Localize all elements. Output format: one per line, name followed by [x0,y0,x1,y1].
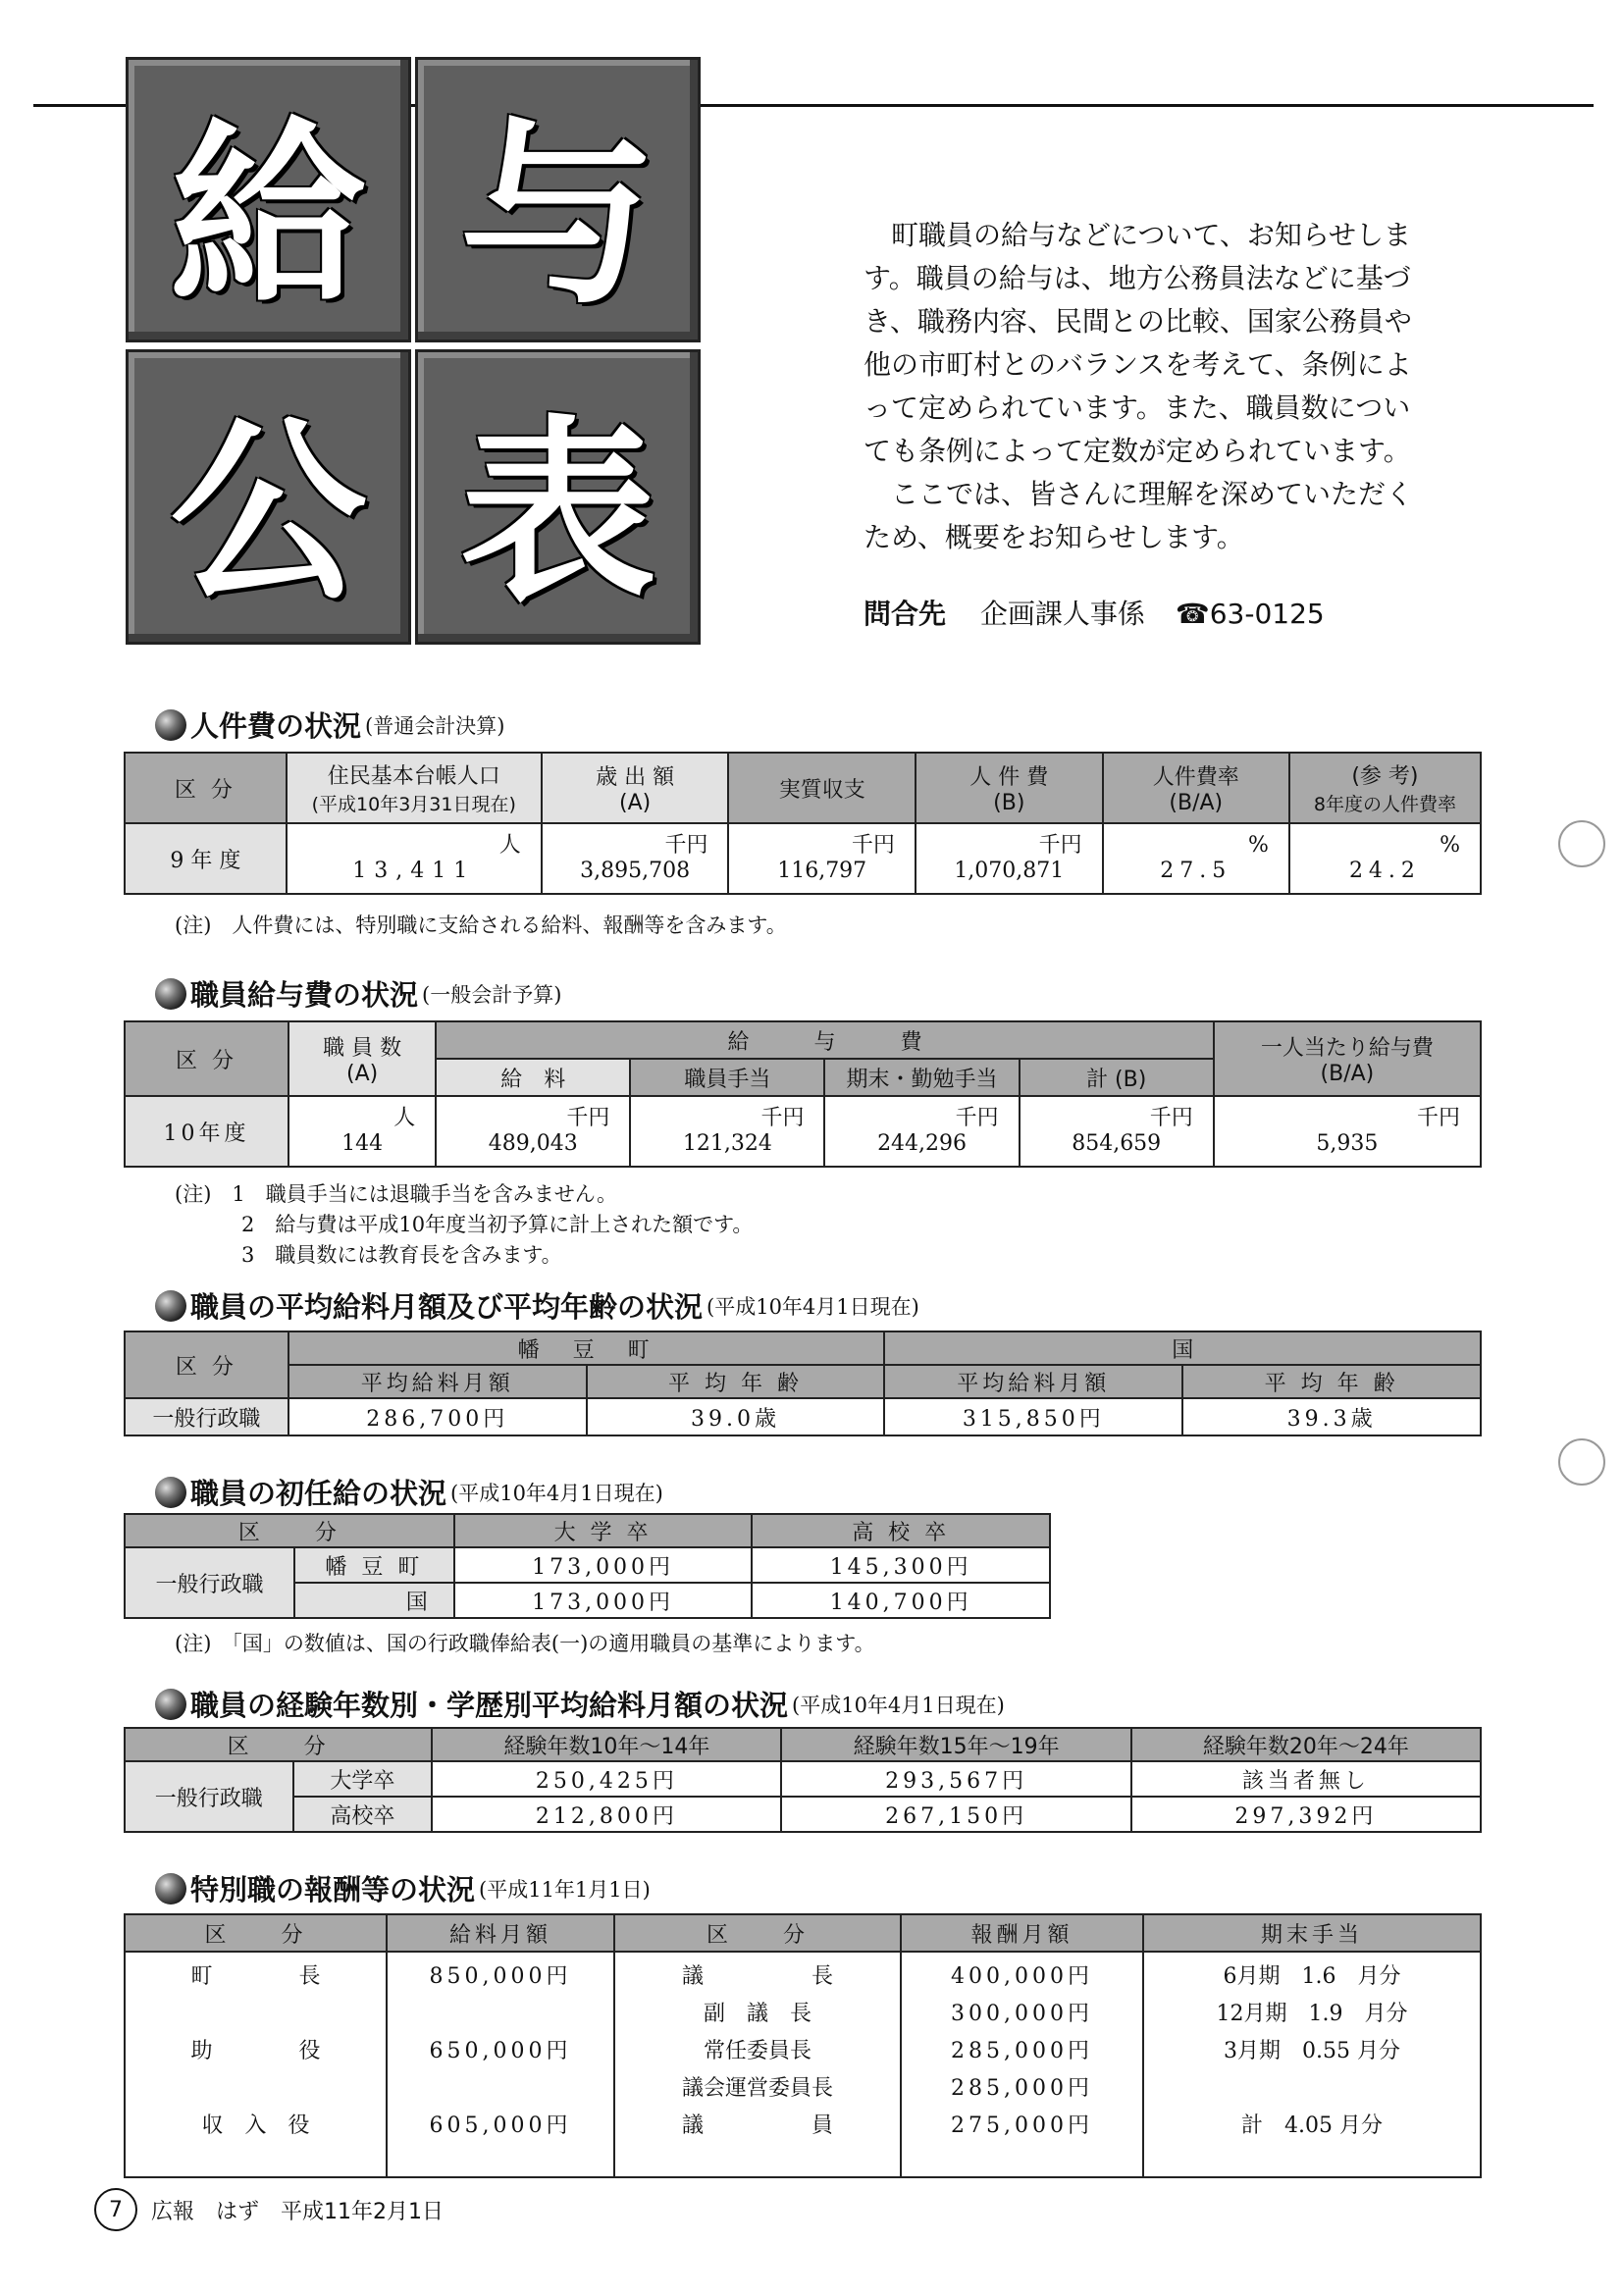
bullet-icon [155,709,186,741]
punch-hole [1558,820,1605,867]
table-row: 一般行政職 大学卒 250,425円 293,567円 該当者無し [125,1761,1481,1797]
section-heading-avg-salary-age: 職員の平均給料月額及び平均年齢の状況 (平成10年4月1日現在) [155,1285,919,1326]
table-row: 9 年 度 人 13,411 千円 3,895,708 千円 116,797 千円 1,070,871 % 27.5 % 24.2 [125,823,1481,894]
header-kubun: 区 分 [125,753,287,823]
note-starting-salary: (注) 「国」の数値は、国の行政職俸給表(一)の適用職員の基準によります。 [175,1632,875,1655]
title-block-hyo: 表 [415,349,701,645]
title-block-ko: 公 [126,349,411,645]
section-heading-experience-salary: 職員の経験年数別・学歴別平均給料月額の状況 (平成10年4月1日現在) [155,1684,1005,1724]
section-heading-special-staff: 特別職の報酬等の状況 (平成11年1月1日) [155,1868,651,1908]
contact-label: 問合先 [864,598,947,630]
contact-line [864,593,1325,632]
page-number: 7 [94,2188,137,2231]
table-personnel-cost: 区 分 住民基本台帳人口 (平成10年3月31日現在) 歳 出 額 (A) 実質収支 人 件 費 (B) 人件費率 (B/A) (参 考) 8年度の人件費率 9 年 度 人 13,411 千円 3,895,708 千円 116,797 千円 1,070,871 % 27.5 % 24.2 [124,752,1482,895]
table-starting-salary: 区 分 大 学 卒 高 校 卒 一般行政職 幡 豆 町 173,000円 145,300円 国 173,000円 140,700円 [124,1513,1051,1619]
table-experience-salary: 区 分 経験年数10年～14年 経験年数15年～19年 経験年数20年～24年 一般行政職 大学卒 250,425円 293,567円 該当者無し 高校卒 212,800円 267,150円 297,392円 [124,1727,1482,1833]
table-avg-salary-age: 区 分 幡 豆 町 国 平均給料月額 平 均 年 齢 平均給料月額 平 均 年 齢 一般行政職 286,700円 39.0歳 315,850円 39.3歳 [124,1331,1482,1436]
table-row: 一般行政職 286,700円 39.0歳 315,850円 39.3歳 [125,1398,1481,1435]
bullet-icon [155,1873,186,1905]
contact-dept: 企画課人事係 [979,598,1145,630]
section-heading-starting-salary: 職員の初任給の状況 (平成10年4月1日現在) [155,1472,663,1512]
table-row: 一般行政職 幡 豆 町 173,000円 145,300円 [125,1547,1050,1583]
bullet-icon [155,1290,186,1322]
intro-paragraph-2: ここでは、皆さんに理解を深めていただくため、概要をお知らせします。 [864,478,1414,553]
table-salary-cost: 区 分 職 員 数 (A) 給 与 費 一人当たり給与費 (B/A) 給 料 職員手当 期末・勤勉手当 計 (B) 10年度 人 144 千円 489,043 千円 121,324 千円 244,296 千円 854,659 千円 5,935 [124,1020,1482,1168]
section-heading-salary-cost: 職員給与費の状況 (一般会計予算) [155,973,561,1014]
section-heading-personnel-cost: 人件費の状況 (普通会計決算) [155,704,504,745]
note-personnel-cost: (注) 人件費には、特別職に支給される給料、報酬等を含みます。 [175,913,787,937]
table-special-staff: 区 分 給料月額 区 分 報酬月額 期末手当 町 長 助 役 収 入 役 850,000円 650,000円 605,000円 議 長 副 議 長 常任委員長 議会運営委員長 議 員 400,000円 300,000円 285,000円 285,000円 275,000円 6月期 1.6 月分 12月期 1.9 月分 3月期 0.55 月分 計 4.05 月分 [124,1913,1482,2178]
table-row: 10年度 人 144 千円 489,043 千円 121,324 千円 244,296 千円 854,659 千円 5,935 [125,1096,1481,1167]
notes-salary-cost: (注) 1 職員手当には退職手当を含みません。 2 給与費は平成10年度当初予算に計上された額です。 3 職員数には教育長を含みます。 [175,1182,754,1267]
table-row: 国 173,000円 140,700円 [125,1583,1050,1618]
bullet-icon [155,978,186,1010]
footer [94,2188,444,2231]
table-row: 町 長 助 役 収 入 役 850,000円 650,000円 605,000円 議 長 副 議 長 常任委員長 議会運営委員長 議 員 400,000円 300,000円 285,000円 285,000円 275,000円 6月期 1.6 月分 12月期 1.9 月分 3月期 0.55 月分 計 4.05 月分 [125,1952,1481,2177]
punch-hole [1558,1438,1605,1486]
title-block-yo: 与 [415,57,701,342]
table-row: 高校卒 212,800円 267,150円 297,392円 [125,1797,1481,1832]
contact-phone: ☎63-0125 [1175,598,1325,630]
intro-text [864,214,1413,559]
bullet-icon [155,1689,186,1720]
intro-paragraph-1: 町職員の給与などについて、お知らせします。職員の給与は、地方公務員法などに基づき、職務内容、民間との比較、国家公務員や他の市町村とのバランスを考えて、条例によって定められています。また、職員数についても条例によって定数が定められています。 [864,219,1412,467]
bullet-icon [155,1477,186,1508]
title-block-kyu: 給 [126,57,411,342]
footer-text: 広報 はず 平成11年2月1日 [151,2199,444,2224]
